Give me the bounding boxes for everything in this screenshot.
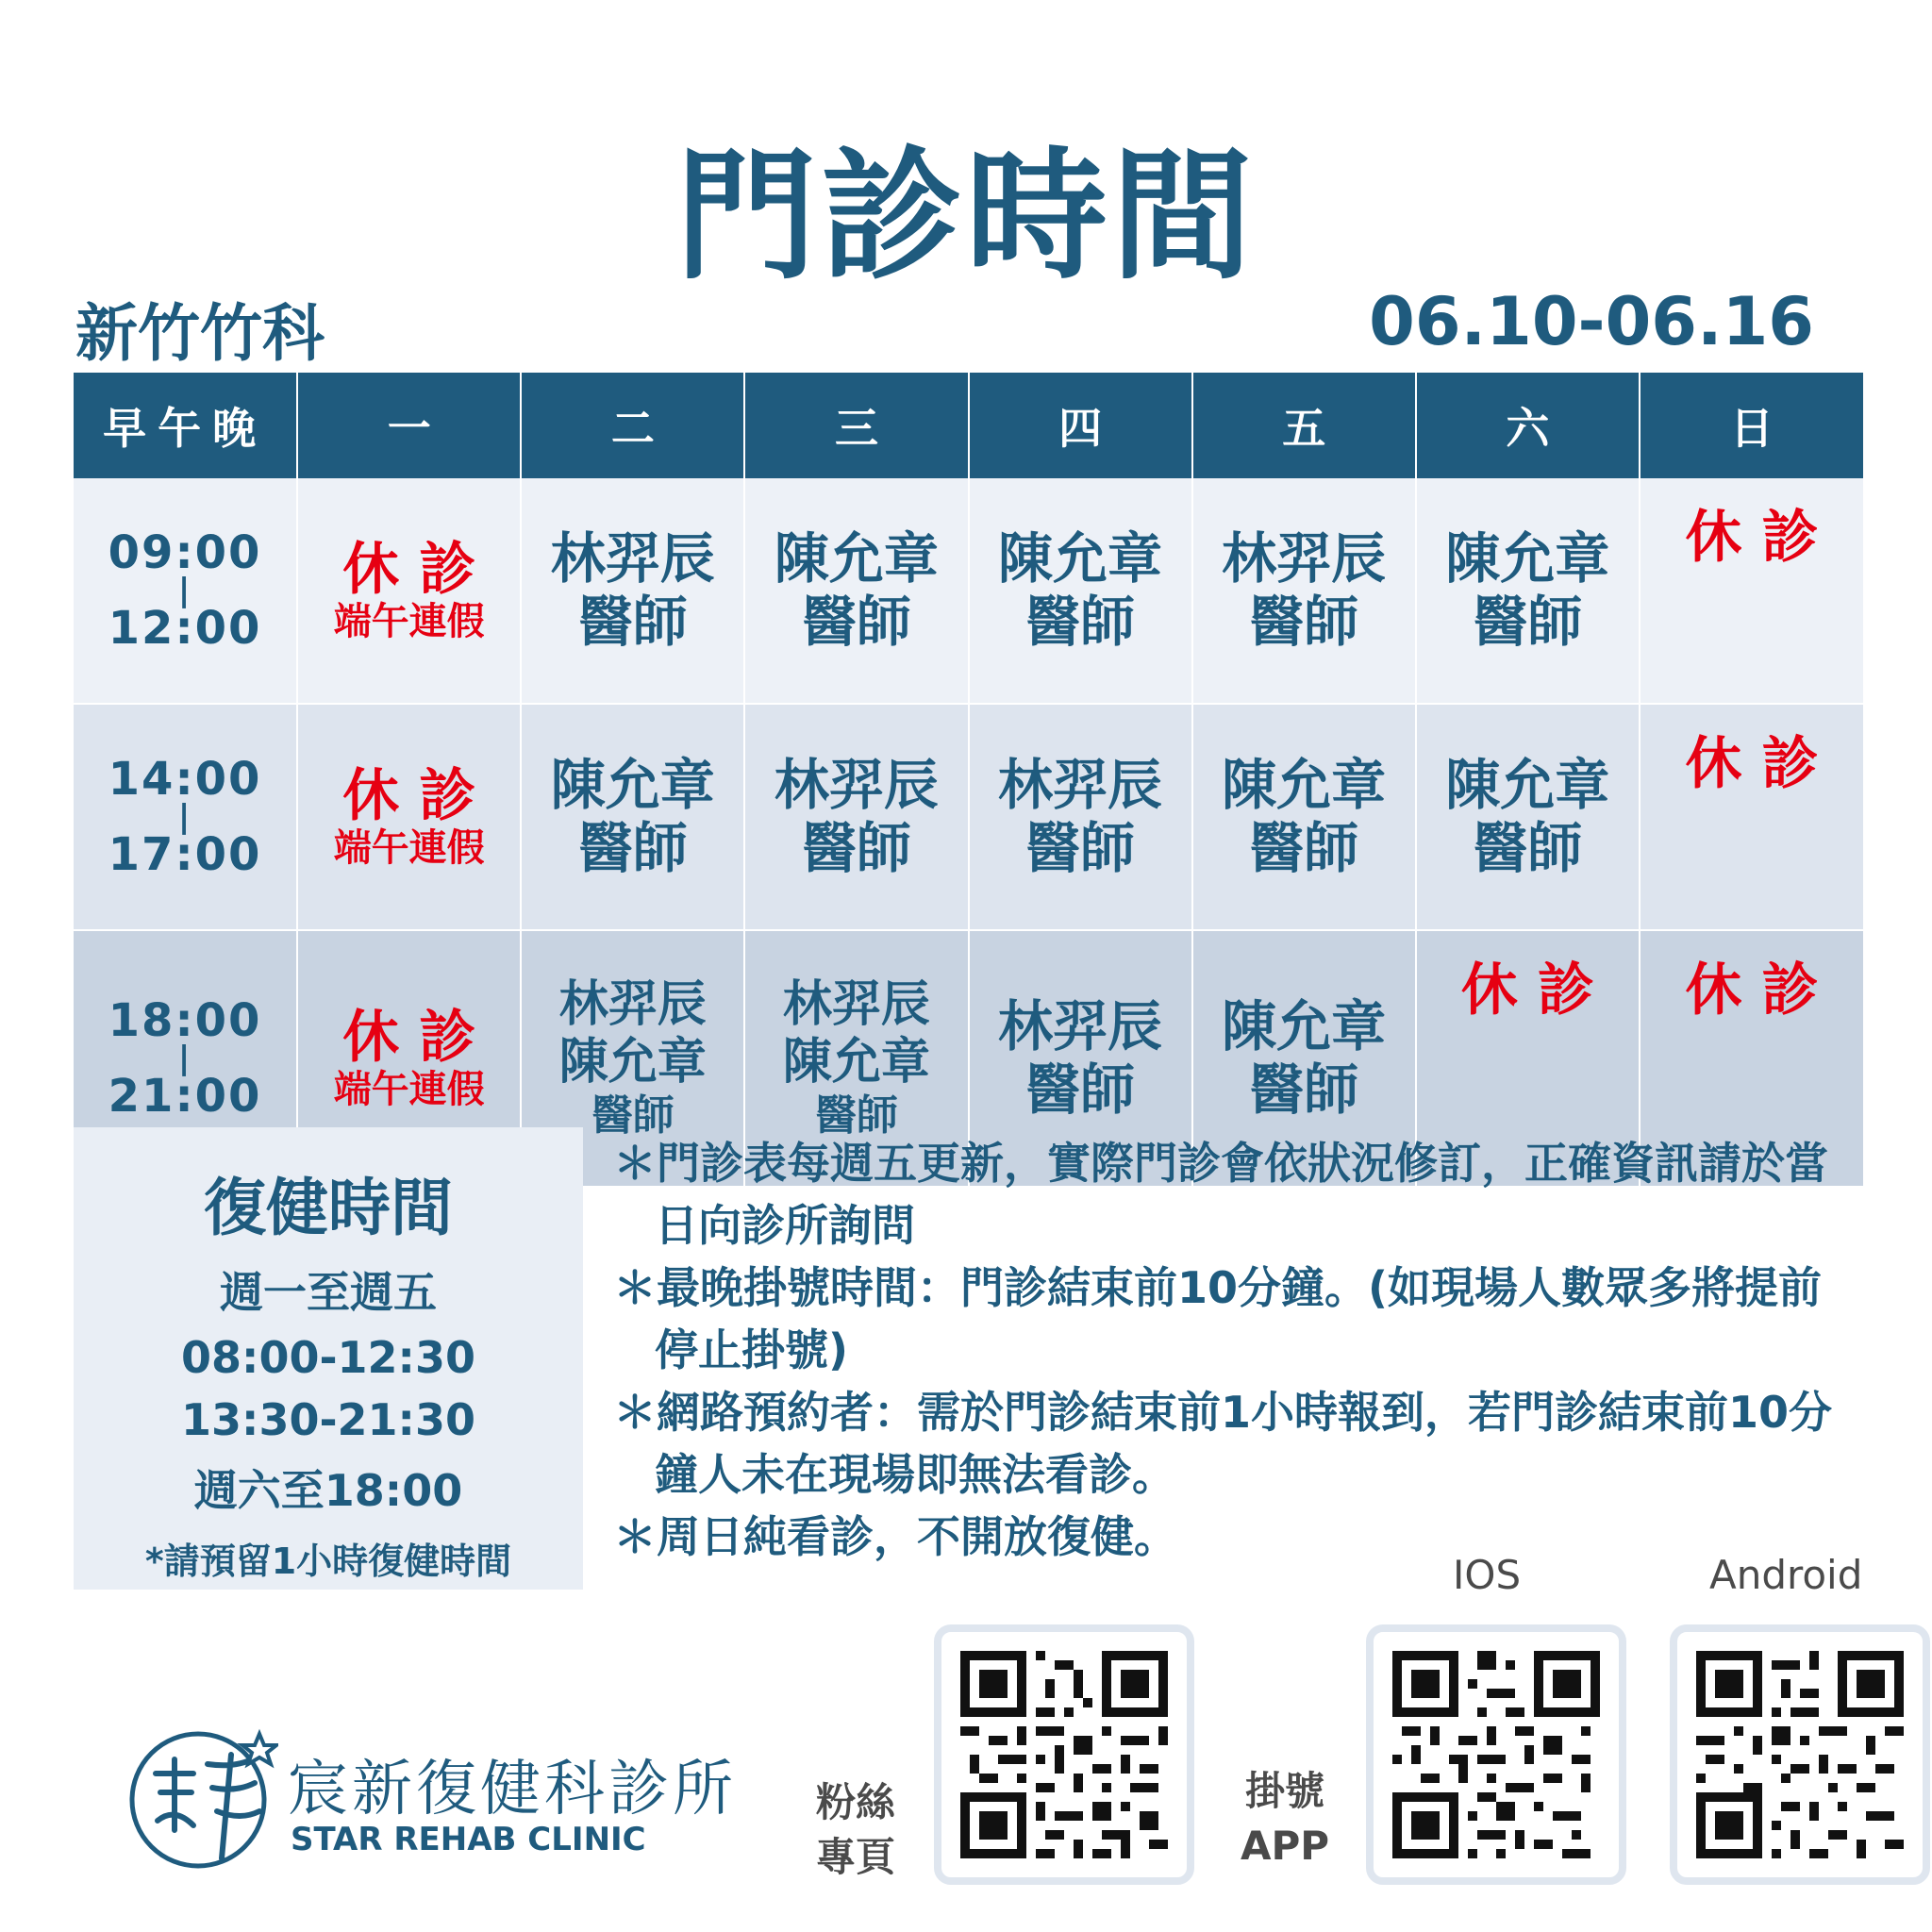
doctor-role: 醫師 (1025, 816, 1136, 880)
closed-label: 休 診 (342, 537, 476, 603)
app-label (1241, 1764, 1329, 1874)
time-start: 14:00 (108, 752, 262, 806)
table-row (74, 704, 1863, 930)
note-item: ＊周日純看診，不開放復健。 (613, 1511, 1177, 1562)
header-day-wed: 三 (744, 373, 968, 478)
schedule-cell (1192, 478, 1416, 704)
doctor-name: 陳允章 (1222, 994, 1387, 1059)
doctor-role: 醫師 (1025, 590, 1136, 654)
doctor-name: 林羿辰 (550, 526, 715, 591)
app-label-line: APP (1241, 1823, 1330, 1869)
closed-label: 休 診 (342, 1005, 476, 1071)
schedule-cell (969, 478, 1192, 704)
doctor-name: 陳允章 (550, 753, 715, 818)
schedule-cell (744, 704, 968, 930)
note-item: ＊網路預約者：需於門診結束前1小時報到，若門診結束前10分鐘人未在現場即無法看診。 (613, 1387, 1833, 1500)
note-item: ＊最晚掛號時間：門診結束前10分鐘。(如現場人數眾多將提前停止掛號) (613, 1262, 1823, 1375)
doctor-role: 醫師 (814, 1091, 898, 1141)
doctor-name: 林羿辰 (998, 994, 1163, 1059)
closed-reason: 端午連假 (333, 1068, 485, 1111)
rehab-slot-morning: 08:00-12:30 (181, 1332, 475, 1383)
doctor-name: 陳允章 (1445, 753, 1610, 818)
fanpage-qr-code[interactable] (934, 1624, 1194, 1885)
schedule-cell (521, 704, 744, 930)
clinic-logo-icon (118, 1717, 278, 1877)
closed-reason: 端午連假 (333, 600, 485, 643)
header-day-sun: 日 (1640, 373, 1863, 478)
schedule-cell (1192, 704, 1416, 930)
schedule-cell (744, 478, 968, 704)
doctor-role: 醫師 (1249, 1058, 1359, 1122)
closed-label: 休 診 (1685, 505, 1819, 571)
date-range: 06.10-06.16 (1369, 283, 1814, 360)
doctor-role: 醫師 (1473, 816, 1583, 880)
time-start: 09:00 (108, 525, 262, 579)
header-corner: 早午晚 (74, 373, 297, 478)
header-day-tue: 二 (521, 373, 744, 478)
qr-code-icon (1392, 1651, 1600, 1858)
closed-label: 休 診 (1685, 731, 1819, 797)
app-label-line: 掛號 (1245, 1768, 1325, 1814)
qr-code-icon (1696, 1651, 1904, 1858)
time-separator: | (177, 797, 192, 836)
fanpage-label-line: 專頁 (816, 1834, 896, 1880)
doctor-name: 陳允章 (782, 1034, 930, 1091)
doctor-role: 醫師 (577, 590, 688, 654)
android-label: Android (1709, 1552, 1863, 1598)
schedule-cell (1416, 704, 1640, 930)
doctor-role: 醫師 (591, 1091, 675, 1141)
doctor-name: 林羿辰 (782, 975, 930, 1033)
qr-code-icon (960, 1651, 1168, 1858)
closed-label: 休 診 (1685, 958, 1819, 1024)
time-end: 21:00 (108, 1070, 262, 1124)
schedule-cell (297, 478, 521, 704)
doctor-role: 醫師 (801, 816, 911, 880)
rehab-note: *請預留1小時復健時間 (144, 1541, 512, 1582)
header-day-thu: 四 (969, 373, 1192, 478)
doctor-role: 醫師 (1249, 590, 1359, 654)
rehab-saturday: 週六至18:00 (193, 1465, 463, 1516)
header-day-mon: 一 (297, 373, 521, 478)
page-title: 門診時間 (675, 135, 1257, 299)
clinic-name-zh: 宸新復健科診所 (288, 1755, 737, 1824)
doctor-name: 陳允章 (774, 526, 939, 591)
time-start: 18:00 (108, 993, 262, 1047)
schedule-cell (1640, 478, 1863, 704)
header-day-sat: 六 (1416, 373, 1640, 478)
fanpage-label (816, 1775, 895, 1885)
closed-label: 休 診 (342, 763, 476, 829)
android-app-qr-code[interactable] (1670, 1624, 1930, 1885)
doctor-name: 陳允章 (558, 1034, 707, 1091)
ios-label: IOS (1453, 1552, 1522, 1598)
doctor-name: 林羿辰 (774, 753, 939, 818)
time-end: 17:00 (108, 828, 262, 882)
time-separator: | (177, 1039, 192, 1077)
schedule-cell (1640, 704, 1863, 930)
schedule-cell (969, 704, 1192, 930)
time-end: 12:00 (108, 602, 262, 656)
doctor-role: 醫師 (1473, 590, 1583, 654)
branch-name: 新竹竹科 (75, 297, 325, 370)
closed-reason: 端午連假 (333, 826, 485, 870)
note-item: ＊門診表每週五更新，實際門診會依狀況修訂，正確資訊請於當日向診所詢問 (613, 1138, 1828, 1251)
doctor-role: 醫師 (577, 816, 688, 880)
clinic-name-en: STAR REHAB CLINIC (291, 1821, 646, 1858)
header-row (74, 373, 1863, 478)
rehab-heading: 復健時間 (204, 1172, 453, 1244)
time-cell (74, 478, 297, 704)
fanpage-label-line: 粉絲 (816, 1779, 896, 1825)
table-row (74, 478, 1863, 704)
doctor-role: 醫師 (801, 590, 911, 654)
time-separator: | (177, 571, 192, 609)
schedule-cell (1416, 478, 1640, 704)
doctor-name: 陳允章 (1445, 526, 1610, 591)
doctor-name: 林羿辰 (558, 975, 707, 1033)
ios-app-qr-code[interactable] (1366, 1624, 1626, 1885)
doctor-role: 醫師 (1025, 1058, 1136, 1122)
header-day-fri: 五 (1192, 373, 1416, 478)
notes-list (613, 1132, 1840, 1568)
schedule-cell (297, 704, 521, 930)
schedule-cell (521, 478, 744, 704)
rehab-hours-panel (74, 1127, 583, 1590)
doctor-role: 醫師 (1249, 816, 1359, 880)
rehab-days: 週一至週五 (220, 1267, 437, 1318)
time-cell (74, 704, 297, 930)
doctor-name: 林羿辰 (998, 753, 1163, 818)
doctor-name: 林羿辰 (1222, 526, 1387, 591)
rehab-slot-afternoon: 13:30-21:30 (181, 1394, 475, 1445)
doctor-name: 陳允章 (1222, 753, 1387, 818)
closed-label: 休 診 (1460, 958, 1594, 1024)
schedule-table (74, 373, 1863, 1186)
doctor-name: 陳允章 (998, 526, 1163, 591)
